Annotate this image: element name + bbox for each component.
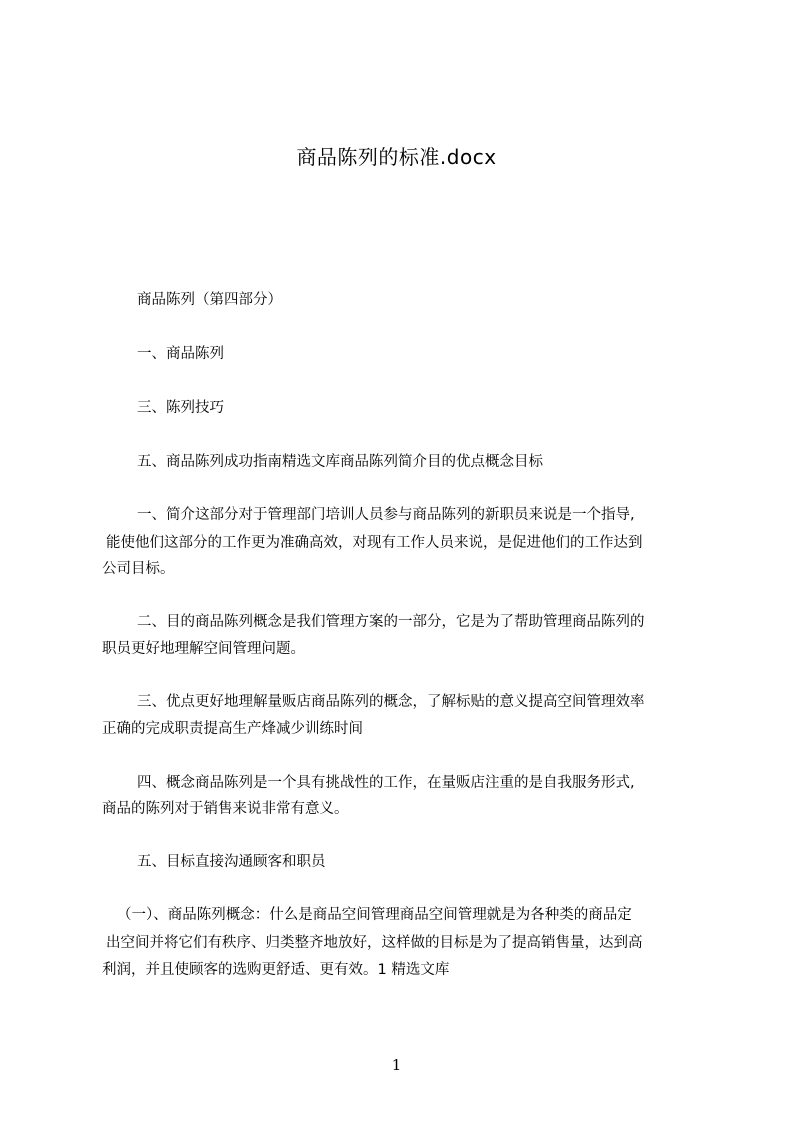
paragraph-line: 商品的陈列对于销售来说非常有意义。 bbox=[102, 801, 349, 817]
list-item: 五、商品陈列成功指南精选文库商品陈列简介目的优点概念目标 bbox=[137, 454, 543, 470]
paragraph-line: 能使他们这部分的工作更为准确高效，对现有工作人员来说，是促进他们的工作达到 bbox=[106, 535, 643, 551]
section-heading: 商品陈列（第四部分） bbox=[137, 292, 282, 308]
paragraph-line: 四、概念商品陈列是一个具有挑战性的工作，在量贩店注重的是自我服务形式, bbox=[137, 775, 635, 791]
paragraph-line: 出空间并将它们有秩序、归类整齐地放好，这样做的目标是为了提高销售量，达到高 bbox=[106, 935, 643, 951]
paragraph-line: 利润，并且使顾客的选购更舒适、更有效。1 精选文库 bbox=[102, 962, 450, 978]
paragraph-line: 职员更好地理解空间管理问题。 bbox=[102, 641, 305, 657]
paragraph-line: 五、目标直接沟通顾客和职员 bbox=[137, 854, 326, 870]
list-item: 三、陈列技巧 bbox=[137, 400, 224, 416]
paragraph-line: 公司目标。 bbox=[102, 561, 175, 577]
paragraph-line: 三、优点更好地理解量贩店商品陈列的概念，了解标贴的意义提高空间管理效率 bbox=[137, 694, 645, 710]
paragraph-line: 一、简介这部分对于管理部门培训人员参与商品陈列的新职员来说是一个指导, bbox=[137, 507, 635, 523]
page-number: 1 bbox=[391, 1056, 402, 1074]
document-title: 商品陈列的标准.docx bbox=[296, 145, 497, 169]
list-item: 一、商品陈列 bbox=[137, 346, 224, 362]
paragraph-line: （一）、商品陈列概念：什么是商品空间管理商品空间管理就是为各种类的商品定 bbox=[117, 907, 632, 923]
paragraph-line: 正确的完成职责提高生产烽减少训练时间 bbox=[102, 721, 363, 737]
paragraph-line: 二、目的商品陈列概念是我们管理方案的一部分，它是为了帮助管理商品陈列的 bbox=[137, 614, 645, 630]
